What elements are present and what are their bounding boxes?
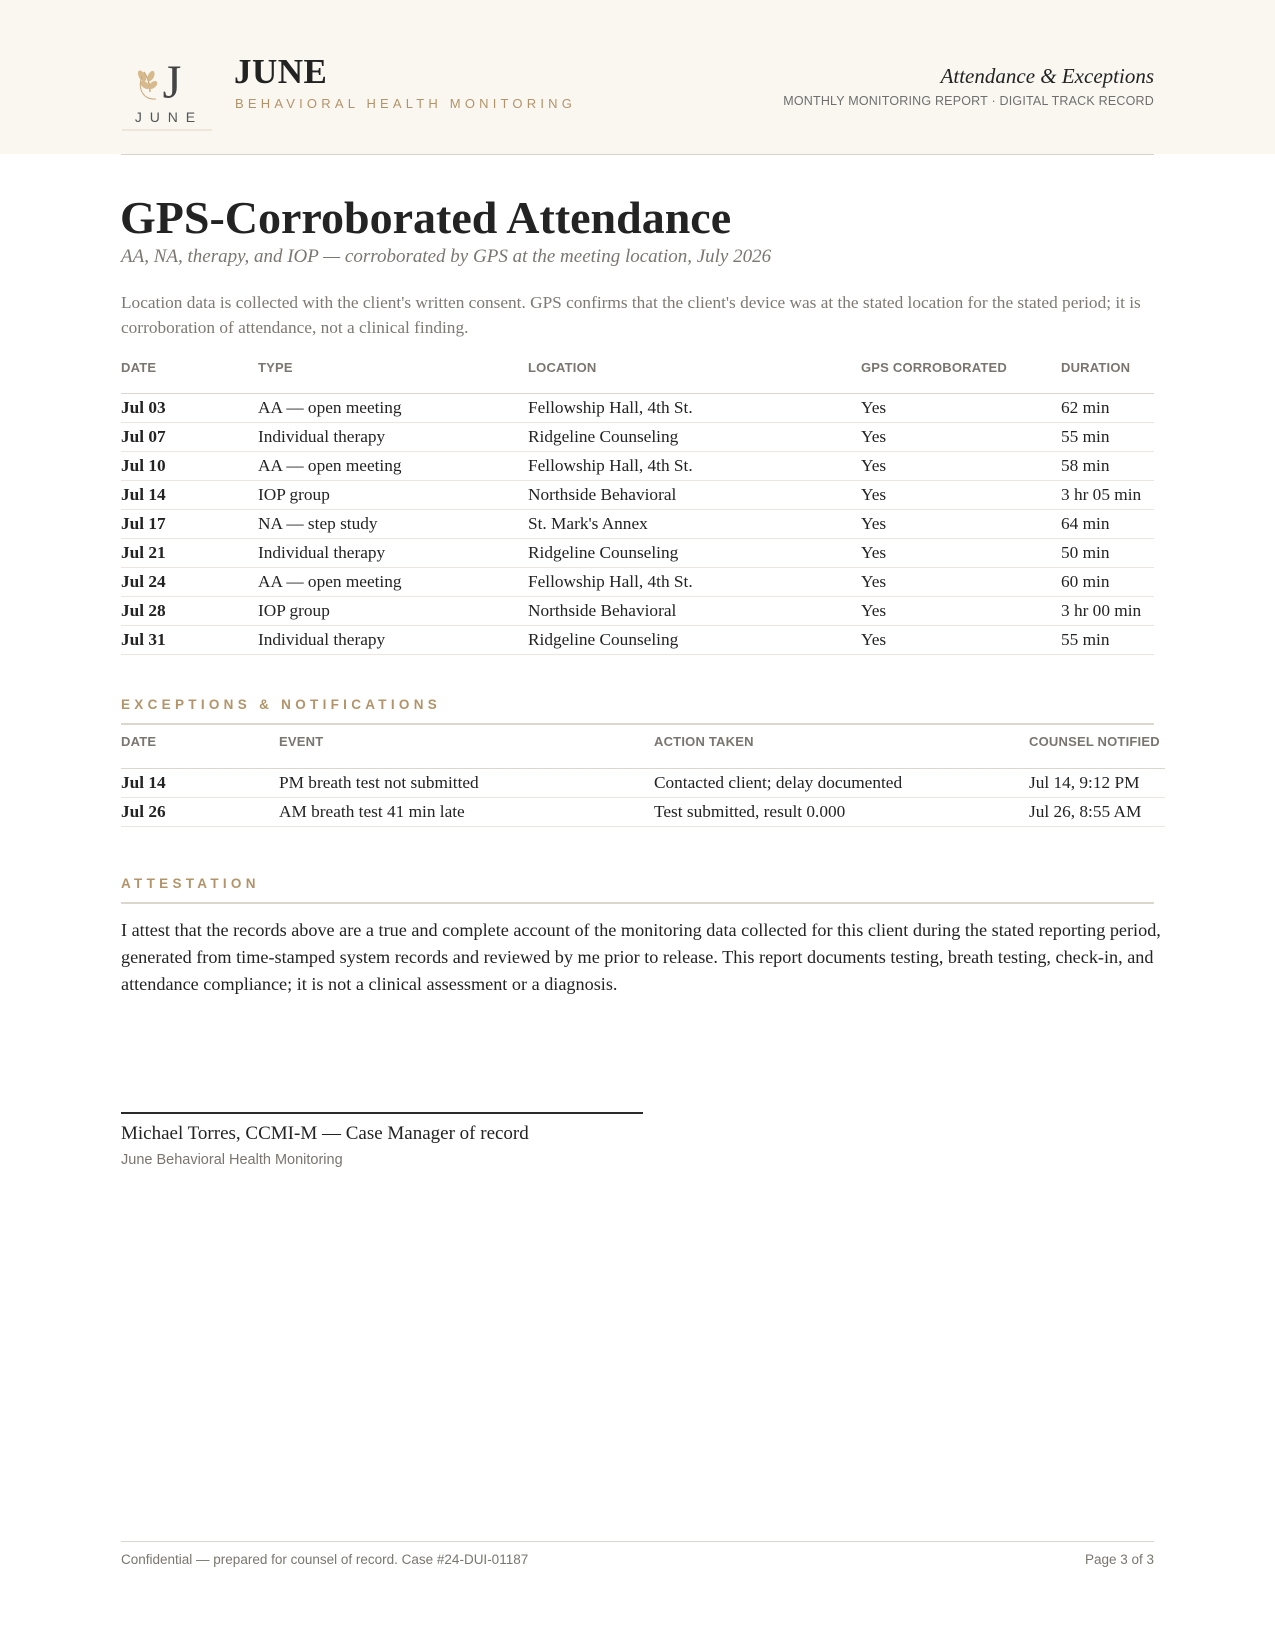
event-cell: AM breath test 41 min late xyxy=(279,797,654,826)
duration-cell: 55 min xyxy=(1061,422,1154,451)
footer-confidential-note: Confidential — prepared for counsel of record. Case #24-DUI-01187 xyxy=(121,1552,529,1567)
svg-text:J: J xyxy=(162,56,182,109)
type-cell: IOP group xyxy=(258,480,528,509)
notified-cell: Jul 14, 9:12 PM xyxy=(1029,768,1165,797)
gps-cell: Yes xyxy=(861,509,1061,538)
gps-cell: Yes xyxy=(861,451,1061,480)
duration-cell: 64 min xyxy=(1061,509,1154,538)
table-row xyxy=(121,797,1165,826)
table-row xyxy=(121,451,1154,480)
type-cell: AA — open meeting xyxy=(258,393,528,422)
attendance-table xyxy=(121,360,1154,655)
brand-tagline: BEHAVIORAL HEALTH MONITORING xyxy=(235,96,577,111)
location-cell: Northside Behavioral xyxy=(528,596,861,625)
type-cell: IOP group xyxy=(258,596,528,625)
type-cell: Individual therapy xyxy=(258,422,528,451)
table-row xyxy=(121,768,1165,797)
table-row xyxy=(121,625,1154,654)
attestation-divider xyxy=(121,902,1154,904)
footer-divider xyxy=(121,1541,1154,1542)
type-cell: Individual therapy xyxy=(258,625,528,654)
location-cell: Fellowship Hall, 4th St. xyxy=(528,567,861,596)
event-cell: PM breath test not submitted xyxy=(279,768,654,797)
action-cell: Contacted client; delay documented xyxy=(654,768,1029,797)
header-divider xyxy=(121,154,1154,155)
column-header: DURATION xyxy=(1061,360,1154,393)
type-cell: NA — step study xyxy=(258,509,528,538)
table-row xyxy=(121,393,1154,422)
table-row xyxy=(121,422,1154,451)
signature-line xyxy=(121,1112,643,1114)
column-header: DATE xyxy=(121,734,279,768)
table-row xyxy=(121,567,1154,596)
page-number: Page 3 of 3 xyxy=(1084,1552,1154,1567)
attestation-text: I attest that the records above are a true and complete account of the monitoring data collected for this client during the stated reporting period, generated from time-stamped system records and reviewed by me prior to release. This report documents testing, breath testing, check-in, and attendance compliance; it is not a clinical assessment or a diagnosis. xyxy=(121,920,1161,994)
duration-cell: 60 min xyxy=(1061,567,1154,596)
type-cell: AA — open meeting xyxy=(258,451,528,480)
location-cell: Fellowship Hall, 4th St. xyxy=(528,451,861,480)
table-row xyxy=(121,538,1154,567)
intro-paragraph: Location data is collected with the client's written consent. GPS confirms that the client's device was at the stated location for the stated period; it is corroboration of attendance, not a clinical finding. xyxy=(121,293,1141,337)
exceptions-section-label: EXCEPTIONS & NOTIFICATIONS xyxy=(121,697,442,712)
duration-cell: 55 min xyxy=(1061,625,1154,654)
type-cell: AA — open meeting xyxy=(258,567,528,596)
gps-cell: Yes xyxy=(861,596,1061,625)
gps-cell: Yes xyxy=(861,538,1061,567)
page-subtitle: AA, NA, therapy, and IOP — corroborated by GPS at the meeting location, July 2026 xyxy=(121,246,772,267)
date-cell: Jul 31 xyxy=(121,625,258,654)
location-cell: Ridgeline Counseling xyxy=(528,422,861,451)
table-header-row xyxy=(121,360,1154,393)
column-header: DATE xyxy=(121,360,258,393)
date-cell: Jul 28 xyxy=(121,596,258,625)
column-header: ACTION TAKEN xyxy=(654,734,1029,768)
duration-cell: 3 hr 05 min xyxy=(1061,480,1154,509)
svg-text:J U N E: J U N E xyxy=(134,109,198,125)
date-cell: Jul 17 xyxy=(121,509,258,538)
date-cell: Jul 07 xyxy=(121,422,258,451)
notified-cell: Jul 26, 8:55 AM xyxy=(1029,797,1165,826)
date-cell: Jul 24 xyxy=(121,567,258,596)
location-cell: Ridgeline Counseling xyxy=(528,538,861,567)
june-logo xyxy=(120,50,216,134)
column-header: GPS CORROBORATED xyxy=(861,360,1061,393)
gps-cell: Yes xyxy=(861,393,1061,422)
report-title: Attendance & Exceptions xyxy=(940,64,1154,88)
gps-cell: Yes xyxy=(861,422,1061,451)
duration-cell: 62 min xyxy=(1061,393,1154,422)
date-cell: Jul 10 xyxy=(121,451,258,480)
table-header-row xyxy=(121,734,1165,768)
brand-name: JUNE xyxy=(234,52,328,91)
column-header: COUNSEL NOTIFIED xyxy=(1029,734,1165,768)
gps-cell: Yes xyxy=(861,567,1061,596)
signer-organization: June Behavioral Health Monitoring xyxy=(121,1152,343,1168)
location-cell: Ridgeline Counseling xyxy=(528,625,861,654)
duration-cell: 3 hr 00 min xyxy=(1061,596,1154,625)
table-row xyxy=(121,596,1154,625)
signer-name: Michael Torres, CCMI-M — Case Manager of record xyxy=(121,1123,529,1144)
location-cell: St. Mark's Annex xyxy=(528,509,861,538)
date-cell: Jul 14 xyxy=(121,768,279,797)
gps-cell: Yes xyxy=(861,480,1061,509)
table-row xyxy=(121,509,1154,538)
action-cell: Test submitted, result 0.000 xyxy=(654,797,1029,826)
report-subtitle: MONTHLY MONITORING REPORT · DIGITAL TRACK RECORD xyxy=(783,94,1154,108)
table-row xyxy=(121,480,1154,509)
leaf-sprig-icon xyxy=(136,69,159,92)
date-cell: Jul 26 xyxy=(121,797,279,826)
location-cell: Northside Behavioral xyxy=(528,480,861,509)
exceptions-table xyxy=(121,734,1165,827)
attestation-section-label: ATTESTATION xyxy=(121,876,260,891)
column-header: EVENT xyxy=(279,734,654,768)
date-cell: Jul 21 xyxy=(121,538,258,567)
gps-cell: Yes xyxy=(861,625,1061,654)
page-title: GPS-Corroborated Attendance xyxy=(120,192,732,243)
duration-cell: 58 min xyxy=(1061,451,1154,480)
exceptions-divider xyxy=(121,723,1154,725)
date-cell: Jul 14 xyxy=(121,480,258,509)
column-header: TYPE xyxy=(258,360,528,393)
type-cell: Individual therapy xyxy=(258,538,528,567)
duration-cell: 50 min xyxy=(1061,538,1154,567)
date-cell: Jul 03 xyxy=(121,393,258,422)
location-cell: Fellowship Hall, 4th St. xyxy=(528,393,861,422)
column-header: LOCATION xyxy=(528,360,861,393)
